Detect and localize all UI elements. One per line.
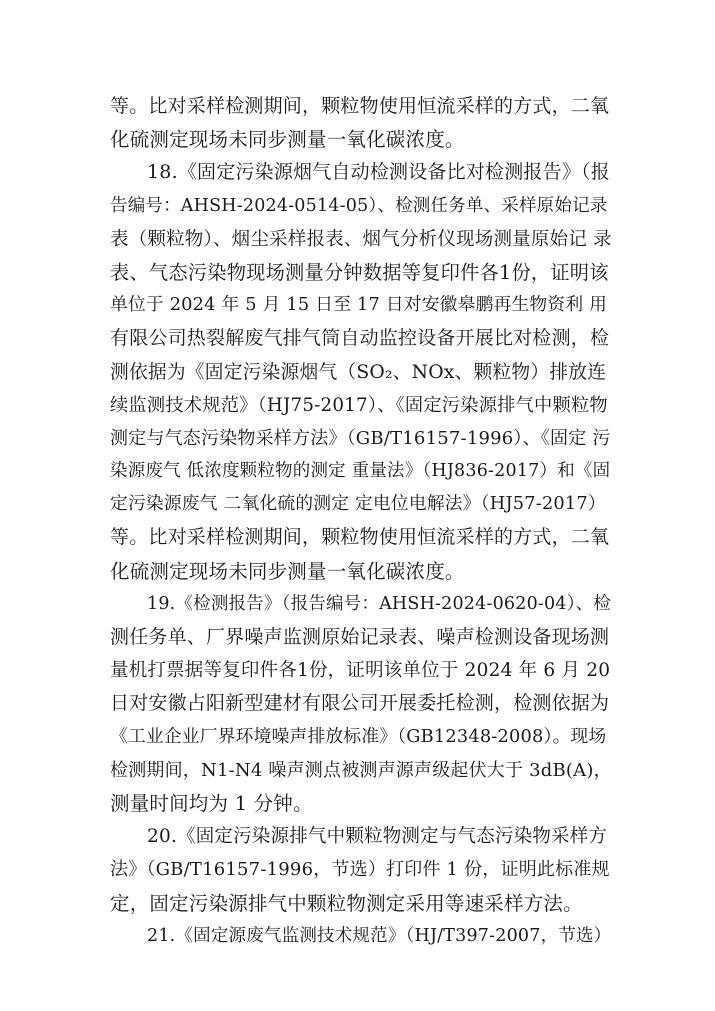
text-line: 告编号：AHSH-2024-0514-05）、检测任务单、采样原始记录 bbox=[110, 195, 608, 216]
text-line: 等。比对采样检测期间，颗粒物使用恒流采样的方式，二氧 bbox=[110, 526, 610, 549]
text-line: 化硫测定现场未同步测量一氧化碳浓度。 bbox=[110, 128, 465, 152]
document-body bbox=[110, 90, 612, 953]
text-line: 日对安徽占阳新型建材有限公司开展委托检测，检测依据为 bbox=[110, 692, 610, 715]
text-line: 表（颗粒物）、烟尘采样报表、烟气分析仪现场测量原始记 录 bbox=[110, 228, 612, 250]
text-line: 法》（GB/T16157-1996，节选）打印件 1 份，证明此标准规 bbox=[110, 859, 610, 881]
text-line: 续监测技术规范》（HJ75-2017）、《固定污染源排气中颗粒物 bbox=[110, 394, 608, 416]
text-line: 测量时间均为 1 分钟。 bbox=[110, 791, 313, 815]
text-line: 测任务单、厂界噪声监测原始记录表、噪声检测设备现场测 bbox=[110, 626, 610, 648]
text-line: 检测期间，N1-N4 噪声测点被测声源声级起伏大于 3dB(A)， bbox=[110, 759, 612, 781]
text-line: 等。比对采样检测期间，颗粒物使用恒流采样的方式，二氧 bbox=[110, 95, 610, 117]
text-line: 染源废气 低浓度颗粒物的测定 重量法》（HJ836-2017）和《固 bbox=[110, 461, 611, 482]
paragraph-19-start: 19.《检测报告》（报告编号：AHSH-2024-0620-04）、检 bbox=[147, 593, 612, 614]
text-line: 单位于 2024 年 5 月 15 日至 17 日对安徽皋鹏再生物资利 用 bbox=[110, 295, 608, 316]
text-line: 测定与气态污染物采样方法》（GB/T16157-1996）、《固定 污 bbox=[110, 427, 611, 449]
text-line: 测依据为《固定污染源烟气（SO₂、NOx、颗粒物）排放连 bbox=[110, 361, 607, 383]
text-line: 定污染源废气 二氧化硫的测定 定电位电解法》（HJ57-2017） bbox=[110, 494, 606, 515]
paragraph-18-start: 18.《固定污染源烟气自动检测设备比对检测报告》（报 bbox=[147, 161, 610, 184]
text-line: 有限公司热裂解废气排气筒自动监控设备开展比对检测，检 bbox=[110, 327, 610, 350]
text-line: 量机打票据等复印件各1份，证明该单位于 2024 年 6 月 20 bbox=[110, 660, 611, 682]
text-line: 表、气态污染物现场测量分钟数据等复印件各1份，证明该 bbox=[110, 260, 609, 284]
text-line: 《工业企业厂界环境噪声排放标准》（GB12348-2008）。现场 bbox=[110, 726, 607, 747]
text-line: 定，固定污染源排气中颗粒物测定采用等速采样方法。 bbox=[110, 891, 583, 915]
text-line: 化硫测定现场未同步测量一氧化碳浓度。 bbox=[110, 559, 465, 583]
paragraph-21-start: 21.《固定源废气监测技术规范》（HJ/T397-2007，节选） bbox=[147, 925, 612, 946]
paragraph-20-start: 20.《固定污染源排气中颗粒物测定与气态污染物采样方 bbox=[147, 826, 608, 848]
